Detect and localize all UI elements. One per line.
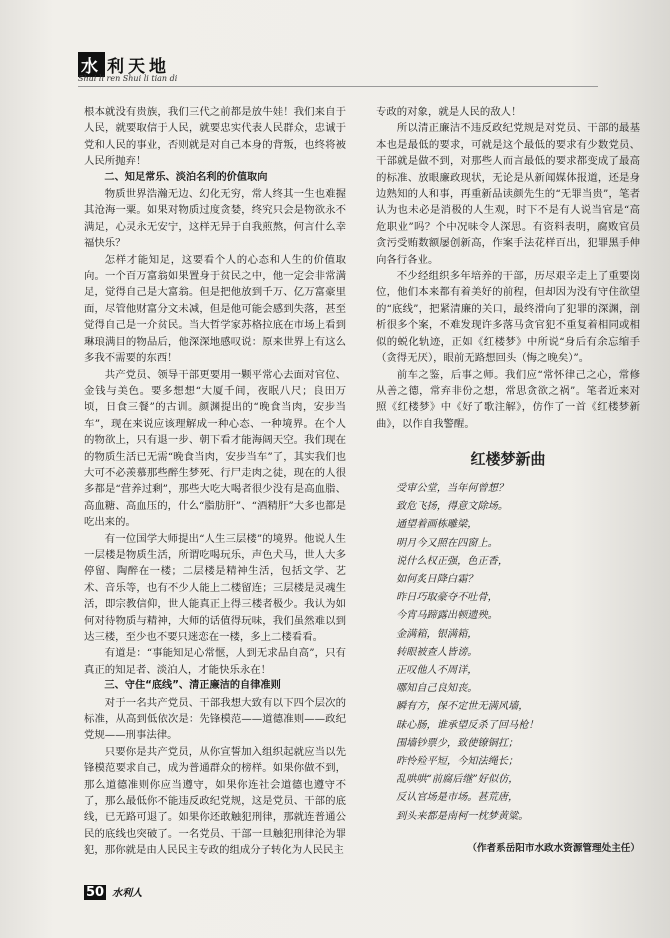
- header-divider: [78, 86, 598, 87]
- paragraph: 共产党员、领导干部更要用一颗平常心去面对官位、金钱与美色。要多想想“大厦千间，夜眠八尺；良田万顷，日食三餐”的古训。颜渊提出的“晚食当肉，安步当车”，现在来说应该理解成一种心态、一种境界。在个人的物欲上，只有退一步、朝下看才能海阔天空。我们现在的物质生活已无需“晚食当肉，安步当车”了，其实我们也大可不必羡慕那些醉生梦死、行尸走肉之徒，现在的人很多都是“营养过剩”，那些大吃大喝者很少没有是高血脂、高血糖、高血压的，什么“脂肪肝”、“酒精肝”大多也都是吃出来的。: [84, 368, 346, 529]
- poem-line: 今宵马蹄露出顿遗殃。: [396, 610, 498, 622]
- poem-line: 昨怜殓平短，今知法绳长；: [396, 756, 519, 768]
- section-header: [78, 52, 218, 94]
- poem-line: 致危飞扬，得意文除场。: [396, 501, 509, 513]
- poem-line: 瞬有方，保不定世无满风墙，: [396, 701, 529, 713]
- poem-line: 说什么权正强，色正香，: [396, 555, 509, 567]
- paragraph: 所以清正廉洁不违反政纪党规是对党员、干部的最基本也是最低的要求，可就是这个最低的要求有少数党员、干部就是做不到，对那些人而言最低的要求都变成了最高的标准、放眼廉政现状，无论是从新闻媒体报道，还是身边熟知的人和事，再重新品读颜先生的“无罪当贵”，笔者认为也未必是消极的人生观，时下不是有人说当官是“高危职业”吗？个中况味令人深思。有资料表明，腐败官员贪污受贿数额屡创新高，作案手法花样百出，犯罪黑手伸向各行各业。: [376, 122, 640, 266]
- poem-line: 如何炙日降白霜？: [396, 574, 478, 586]
- page-number: 50: [86, 885, 105, 900]
- right-column: [376, 104, 640, 432]
- poem-line: 金满箱，银满箱，: [396, 628, 478, 640]
- paragraph: 有一位国学大师提出“人生三层楼”的境界。他说人生一层楼是物质生活，所谓吃喝玩乐，声色犬马，世人大多停留、陶醉在一楼；二层楼是精神生活，包括文学、艺术、音乐等，也有不少人能上二楼留连；三层楼是灵魂生活，即宗教信仰，世人能真正上得三楼者极少。我认为如何对待物质与精神，大师的话值得玩味，我们虽然难以到达三楼，至少也不要只迷恋在一楼，多上二楼看看。: [84, 532, 346, 643]
- poem-line: 明月今又照在四窗上。: [396, 537, 498, 549]
- poem-line: 昨日巧取豪夺不吐骨，: [396, 592, 498, 604]
- paragraph: 怎样才能知足，这要看个人的心态和人生的价值取向。一个百万富翁如果置身于贫民之中，他一定会非常满足，觉得自己是大富翁。但是把他放到千万、亿万富豪里面，尽管他财富分文未减，但是他可能会感到失落，甚至觉得自己是一介贫民。当大哲学家苏格拉底在市场上看到琳琅满目的物品后，他深深地感叹说：原来世界上有这么多我不需要的东西！: [84, 253, 346, 365]
- poem-line: 受审公堂，当年何曾想？: [396, 483, 509, 494]
- poem-line: 通望着画栋雕梁，: [396, 519, 478, 531]
- section-heading: 三、守住“底线”、清正廉洁的自律准则: [104, 680, 281, 692]
- paragraph: 专政的对象，就是人民的敌人！: [376, 106, 522, 118]
- paragraph: 物质世界浩瀚无边、幻化无穷，常人终其一生也难握其沧海一粟。如果对物质过度贪婪，终究只会是物欲永不满足，心灵永无安宁，这样无异于自我煎熬，何言什么幸福快乐？: [84, 188, 346, 250]
- page-footer: [84, 884, 142, 904]
- poem-line: 到头来都是南柯一枕梦黄粱。: [396, 810, 529, 822]
- section-title-boxed-char: 水: [78, 52, 105, 77]
- poem-line: 乱哄哄“前腐后继”好似仿，: [396, 774, 519, 786]
- author-note: （作者系岳阳市水政水资源管理处主任）: [467, 843, 640, 854]
- paragraph: 对于一名共产党员、干部我想大致有以下四个层次的标准，从高到低依次是：先锋模范——道德准则——政纪党规——刑事法律。: [84, 696, 346, 742]
- paragraph: 不少经组织多年培养的干部，历尽艰辛走上了重要岗位，他们本来都有着美好的前程，但却因为没有守住欲望的“底线”，把紧清廉的关口，最终滑向了犯罪的深渊，剖析很多个案，不难发现许多落马贪官犯不重复着相同或相似的蜕化轨迹，正如《红楼梦》中所说“身后有余忘缩手（贪得无厌），眼前无路想回头（悔之晚矣）”。: [376, 270, 640, 365]
- poem-line: 反认官场是市场。甚荒唐，: [396, 792, 519, 804]
- paragraph: 前车之鉴，后事之师。我们应“常怀律己之心，常修从善之德，常弃非份之想，常思贪欲之祸”。笔者近来对照《红楼梦》中《好了歌注解》，仿作了一首《红楼梦新曲》，以作自我警醒。: [376, 368, 640, 430]
- left-column: [84, 104, 346, 859]
- paragraph: 只要你是共产党员，从你宣誓加入组织起就应当以先锋模范要求自己，成为普通群众的榜样。如果你做不到，那么道德准则你应当遵守，如果你连社会道德也遵守不了，那么最低你不能违反政纪党规，这是党员、干部的底线，已无路可退了。如果你还敢触犯刑律，那就连普通公民的底线也突破了。一名党员、干部一旦触犯刑律沦为罪犯，那你就是由人民民主专政的组成分子转化为人民民主: [84, 745, 346, 857]
- poem-line: 围墙钞票少，致使镣铜扛；: [396, 737, 519, 749]
- poem-title: 红楼梦新曲: [470, 450, 546, 468]
- poem-body: [396, 480, 636, 826]
- paragraph: 根本就没有贵族，我们三代之前都是放牛娃！我们来自于人民，就要取信于人民，就要忠实代表人民群众，忠诚于党和人民的事业，否则就是对自己本身的背叛，也终将被人民所抛弃！: [84, 106, 346, 168]
- poem-line: 转眼被查人皆谤。: [396, 646, 478, 658]
- section-heading: 二、知足常乐、淡泊名利的价值取向: [104, 171, 268, 183]
- poem-line: 正叹他人不周详，: [396, 665, 478, 677]
- paragraph: 有道是：“事能知足心常惬，人到无求品自高”，只有真正的知足者、淡泊人，才能快乐永在！: [84, 647, 346, 676]
- section-subtitle: Shui li ren Shui li tian di: [78, 74, 178, 83]
- poem-line: 哪知自己良知丧。: [396, 683, 478, 695]
- section-title-rest: 利天地: [107, 57, 170, 77]
- poem-line: 昧心肠，谁承望反杀了回马枪！: [396, 719, 539, 731]
- magazine-logo: 水利人: [112, 888, 143, 899]
